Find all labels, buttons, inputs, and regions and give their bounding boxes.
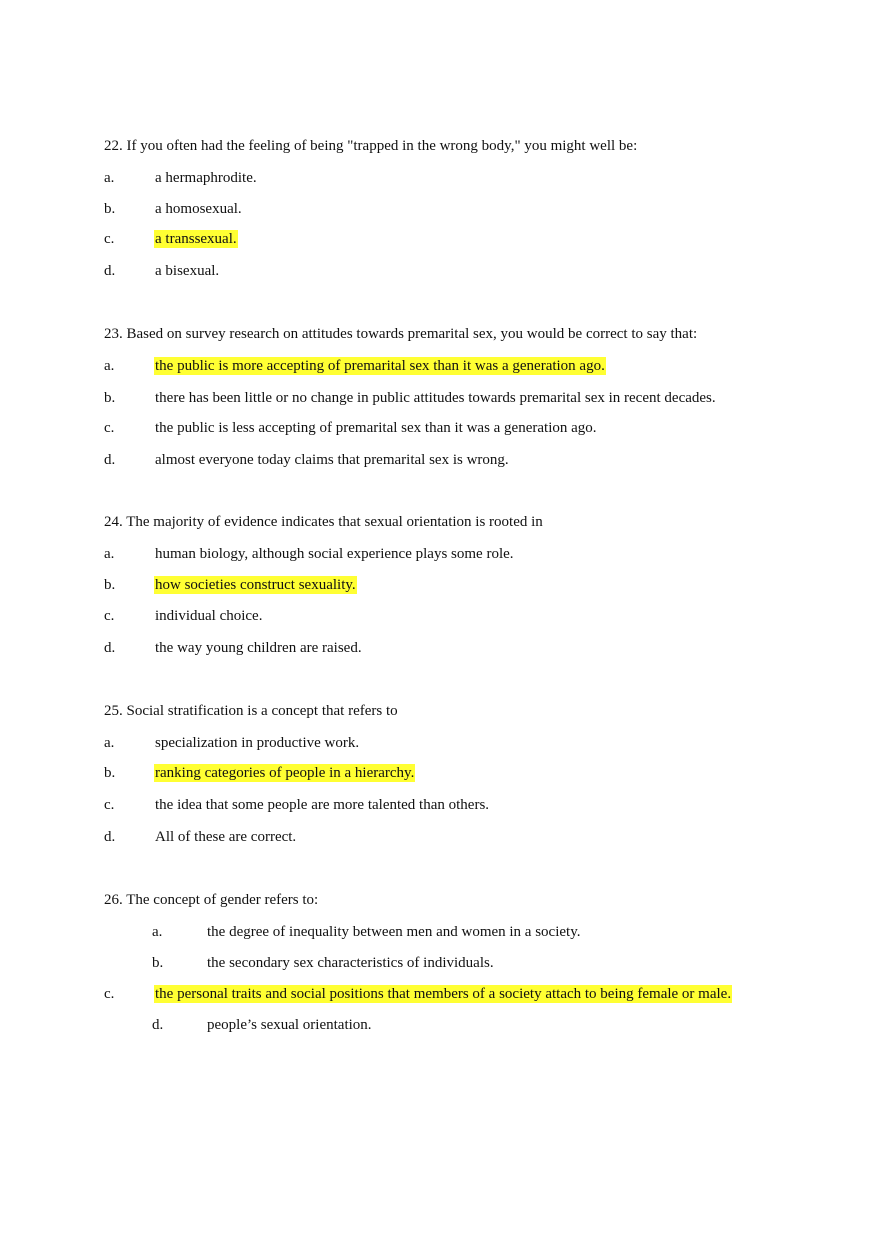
question-number: 24. <box>104 514 123 530</box>
option-letter: c. <box>104 420 115 436</box>
option-letter: d. <box>104 640 116 656</box>
question-number: 25. <box>104 703 123 719</box>
highlighted-answer: a transsexual. <box>155 231 237 247</box>
option-text: almost everyone today claims that premarital sex is wrong. <box>155 452 509 468</box>
option-letter: b. <box>104 390 116 406</box>
option-text: the idea that some people are more talented than others. <box>155 797 490 813</box>
highlighted-answer: how societies construct sexuality. <box>155 577 356 593</box>
option-text: the degree of inequality between men and women in a society. <box>207 924 581 940</box>
option-letter: c. <box>104 608 115 624</box>
option-text: human biology, although social experience plays some role. <box>155 546 514 562</box>
option-letter: a. <box>104 546 115 562</box>
highlighted-answer: the personal traits and social positions that members of a society attach to being female or male. <box>155 986 732 1002</box>
question-number: 22. <box>104 138 123 154</box>
option-letter: a. <box>104 358 115 374</box>
option-text: the way young children are raised. <box>155 640 362 656</box>
option-letter: a. <box>152 924 163 940</box>
question-24-stem <box>104 513 543 531</box>
question-22-stem <box>104 137 637 155</box>
option-letter: c. <box>104 797 115 813</box>
option-text: the secondary sex characteristics of individuals. <box>207 955 494 971</box>
option-text: All of these are correct. <box>155 829 297 845</box>
option-letter: b. <box>104 577 116 593</box>
question-text: Social stratification is a concept that refers to <box>126 703 398 719</box>
option-text: a homosexual. <box>155 201 242 217</box>
highlighted-answer: ranking categories of people in a hierarchy. <box>155 765 415 781</box>
question-26-stem <box>104 891 318 909</box>
option-letter: a. <box>104 735 115 751</box>
question-text: The majority of evidence indicates that sexual orientation is rooted in <box>126 514 543 530</box>
option-letter: d. <box>104 452 116 468</box>
option-letter: d. <box>152 1017 164 1033</box>
option-letter: b. <box>152 955 164 971</box>
option-text: a bisexual. <box>155 263 220 279</box>
option-text: individual choice. <box>155 608 263 624</box>
option-letter: a. <box>104 170 115 186</box>
option-text: specialization in productive work. <box>155 735 360 751</box>
question-number: 23. <box>104 326 123 342</box>
option-letter: d. <box>104 829 116 845</box>
option-letter: c. <box>104 231 115 247</box>
question-23-stem <box>104 325 697 343</box>
option-text: a hermaphrodite. <box>155 170 257 186</box>
option-text: people’s sexual orientation. <box>207 1017 372 1033</box>
question-text: The concept of gender refers to: <box>126 892 319 908</box>
question-text: If you often had the feeling of being "trapped in the wrong body," you might well be: <box>126 138 638 154</box>
question-text: Based on survey research on attitudes towards premarital sex, you would be correct to say that: <box>126 326 698 342</box>
question-25-stem <box>104 702 398 720</box>
option-text: the public is less accepting of premarital sex than it was a generation ago. <box>155 420 597 436</box>
option-letter: b. <box>104 765 116 781</box>
option-letter: b. <box>104 201 116 217</box>
question-number: 26. <box>104 892 123 908</box>
option-letter: c. <box>104 986 115 1002</box>
option-text: there has been little or no change in public attitudes towards premarital sex in recent decades. <box>155 390 716 406</box>
highlighted-answer: the public is more accepting of premarital sex than it was a generation ago. <box>155 358 605 374</box>
option-letter: d. <box>104 263 116 279</box>
